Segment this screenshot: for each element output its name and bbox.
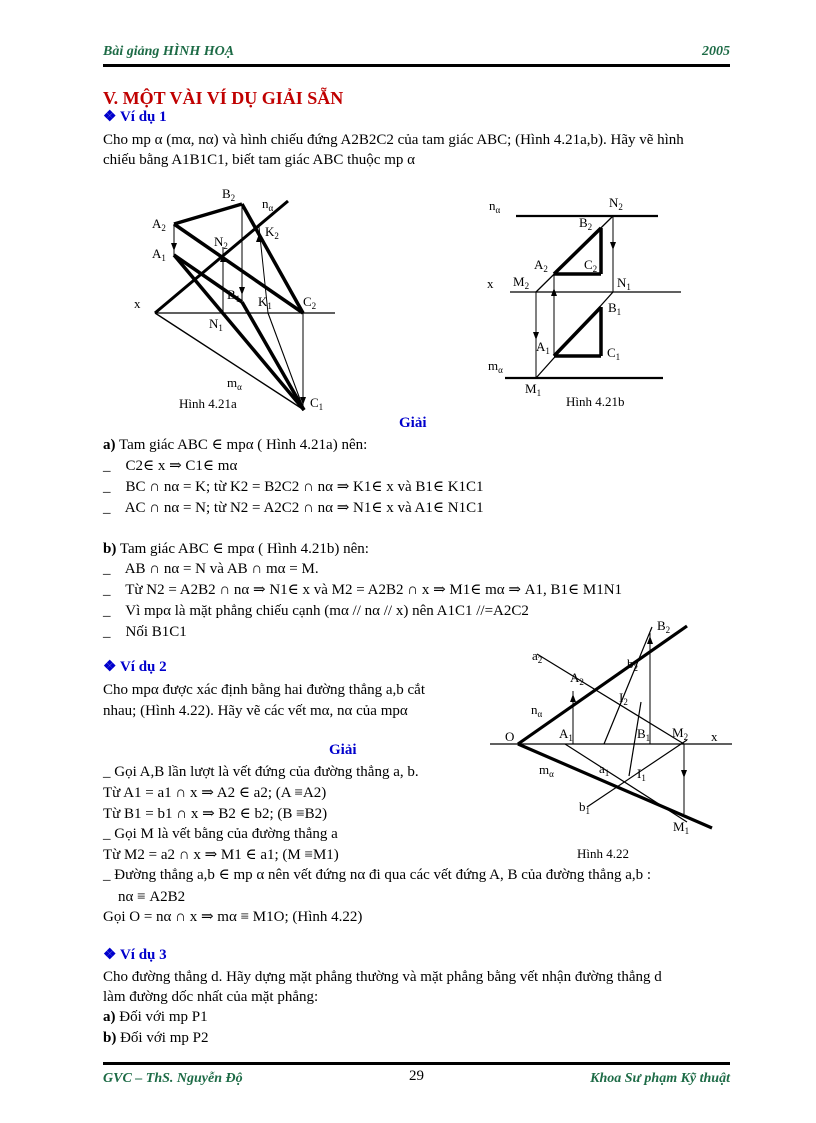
label-m2: $M_2$: [513, 274, 530, 291]
label-b1: $B_1$: [637, 726, 651, 743]
label-m-alpha: $m_\alpha$: [488, 358, 503, 375]
vd2-line6: _ Đường thẳng a,b ∈ mp α nên vết đứng nα đi qua các vết đứng A, B của đường thẳng a,b :: [103, 867, 652, 883]
footer-rule: [103, 1062, 730, 1065]
label-a2-line: $a_2$: [532, 648, 543, 665]
b1-c1-edge: [242, 302, 304, 410]
label-a2: $A_2$: [570, 670, 584, 687]
label-o: O: [505, 729, 515, 744]
label-n2: $N_2$: [609, 195, 623, 212]
label-b1: $B_1$: [227, 287, 241, 304]
label-b2-line: $b_2$: [627, 656, 638, 673]
vd3-paragraph-line2: làm đường dốc nhất của mặt phẳng:: [103, 989, 319, 1005]
vd2-paragraph-line2: nhau; (Hình 4.22). Hãy vẽ các vết mα, nα của mpα: [103, 703, 408, 719]
label-c2: $C_2$: [584, 257, 598, 274]
a2-b2-edge: [174, 204, 242, 224]
vd3-heading-text: Ví dụ 3: [119, 947, 167, 963]
vd3-heading: [103, 946, 167, 964]
label-m-alpha: $m_\alpha$: [227, 375, 242, 392]
vd2-line3: Từ B1 = b1 ∩ x ⇒ B2 ∈ b2; (B ≡B2): [103, 806, 328, 822]
label-n2: $N_2$: [214, 234, 228, 251]
label-m1: $M_1$: [525, 381, 542, 398]
vd1-heading-text: Ví dụ 1: [119, 109, 167, 125]
vd1-part-a-line1: _ C2∈ x ⇒ C1∈ mα: [103, 458, 238, 474]
header-course-title: Bài giảng HÌNH HOẠ: [103, 44, 235, 59]
header-year: 2005: [702, 44, 730, 59]
vd2-solution-heading: Giải: [329, 742, 357, 758]
m-alpha-trace: [518, 744, 712, 828]
vd1-part-b-line3: _ Vì mpα là mặt phẳng chiếu cạnh (mα // nα // x) nên A1C1 //=A2C2: [103, 603, 529, 619]
label-c1: $C_1$: [607, 345, 621, 362]
figure-4-22: [487, 612, 732, 864]
vd1-part-b-line2: _ Từ N2 = A2B2 ∩ nα ⇒ N1∈ x và M2 = A2B2 ∩ x ⇒ M1∈ mα ⇒ A1, B1∈ M1N1: [103, 582, 623, 598]
label-n-alpha: $n_\alpha$: [531, 702, 543, 719]
section-title: V. MỘT VÀI VÍ DỤ GIẢI SẴN: [103, 88, 344, 108]
vd1-solution-heading: Giải: [399, 415, 427, 431]
vd2-paragraph-line1: Cho mpα được xác định bằng hai đường thẳng a,b cắt: [103, 682, 425, 698]
vd2-line4: _ Gọi M là vết bằng của đường thẳng a: [103, 826, 338, 842]
vd1-part-b-line1: _ AB ∩ nα = N và AB ∩ mα = M.: [103, 561, 319, 577]
figure-4-21a-caption: Hình 4.21a: [179, 396, 237, 411]
label-b2: $B_2$: [579, 215, 593, 232]
label-b2: $B_2$: [657, 618, 671, 635]
label-c1: $C_1$: [310, 395, 324, 412]
label-m-alpha: $m_\alpha$: [539, 762, 554, 779]
label-m1: $M_1$: [673, 819, 690, 836]
vd1-part-a-line3: _ AC ∩ nα = N; từ N2 = A2C2 ∩ nα ⇒ N1∈ x và A1∈ N1C1: [103, 500, 484, 516]
vd2-line5: Từ M2 = a2 ∩ x ⇒ M1 ∈ a1; (M ≡M1): [103, 847, 339, 863]
label-b1: $B_1$: [608, 300, 622, 317]
vd2-line7: nα ≡ A2B2: [118, 889, 186, 905]
label-a2: $A_2$: [534, 257, 548, 274]
b2-c2-edge: [242, 204, 303, 313]
vd1-part-a-line2: _ BC ∩ nα = K; từ K2 = B2C2 ∩ nα ⇒ K1∈ x và B1∈ K1C1: [103, 479, 484, 495]
label-a1: $A_1$: [152, 246, 166, 263]
label-b1-line: $b_1$: [579, 799, 590, 816]
vd1-paragraph-line1: Cho mp α (mα, nα) và hình chiếu đứng A2B2C2 của tam giác ABC; (Hình 4.21a,b). Hãy vẽ hình: [103, 132, 684, 148]
label-x-axis: x: [487, 276, 494, 291]
vd1-part-b-intro: b) Tam giác ABC ∈ mpα ( Hình 4.21b) nên:: [103, 541, 369, 557]
label-k2: $K_2$: [265, 224, 279, 241]
label-a2: $A_2$: [152, 216, 166, 233]
bullet-icon: ❖: [103, 659, 117, 675]
vd3-part-b: b) Đối với mp P2: [103, 1030, 209, 1046]
vd1-paragraph-line2: chiếu bằng A1B1C1, biết tam giác ABC thuộc mp α: [103, 152, 415, 168]
label-b2: $B_2$: [222, 186, 236, 203]
label-x-axis: x: [134, 296, 141, 311]
header-rule: [103, 64, 730, 67]
label-a1-line: $a_1$: [599, 761, 610, 778]
vd1-part-b-line4: _ Nối B1C1: [103, 624, 187, 640]
vd2-heading-text: Ví dụ 2: [119, 659, 167, 675]
bullet-icon: ❖: [103, 947, 117, 963]
vd2-line8: Gọi O = nα ∩ x ⇒ mα ≡ M1O; (Hình 4.22): [103, 909, 363, 925]
label-n1: $N_1$: [617, 275, 631, 292]
figure-4-22-caption: Hình 4.22: [577, 846, 629, 861]
vd1-part-a-intro: a) Tam giác ABC ∈ mpα ( Hình 4.21a) nên:: [103, 437, 368, 453]
label-i1: $I_1$: [637, 766, 646, 783]
n-alpha-trace: [518, 626, 687, 744]
k1-c1-line: [268, 313, 304, 410]
vd2-line1: _ Gọi A,B lần lượt là vết đứng của đường thẳng a, b.: [103, 764, 419, 780]
vd2-line2: Từ A1 = a1 ∩ x ⇒ A2 ∈ a2; (A ≡A2): [103, 785, 327, 801]
figure-4-21b: [483, 190, 698, 415]
vd1-heading: [103, 108, 167, 126]
vd3-paragraph-line1: Cho đường thẳng d. Hãy dựng mặt phẳng thường và mặt phẳng bằng vết nhận đường thẳng d: [103, 969, 662, 985]
label-a1: $A_1$: [559, 726, 573, 743]
label-m2: $M_2$: [672, 725, 689, 742]
footer-author: GVC – ThS. Nguyễn Độ: [103, 1071, 243, 1086]
label-n1: $N_1$: [209, 316, 223, 333]
label-i2: $I_2$: [619, 690, 628, 707]
vd3-part-a: a) Đối với mp P1: [103, 1009, 208, 1025]
bullet-icon: ❖: [103, 109, 117, 125]
figure-4-21a: [125, 182, 365, 417]
figure-4-21b-caption: Hình 4.21b: [566, 394, 625, 409]
label-c2: $C_2$: [303, 294, 317, 311]
label-x-axis: x: [711, 729, 718, 744]
label-n-alpha: $n_\alpha$: [489, 198, 501, 215]
label-a1: $A_1$: [536, 339, 550, 356]
vd2-heading: [103, 658, 167, 676]
page-header: [103, 44, 730, 64]
label-k1: $K_1$: [258, 294, 272, 311]
footer-page-number: 29: [409, 1068, 424, 1084]
footer-department: Khoa Sư phạm Kỹ thuật: [590, 1071, 730, 1086]
label-n-alpha: $n_\alpha$: [262, 196, 274, 213]
